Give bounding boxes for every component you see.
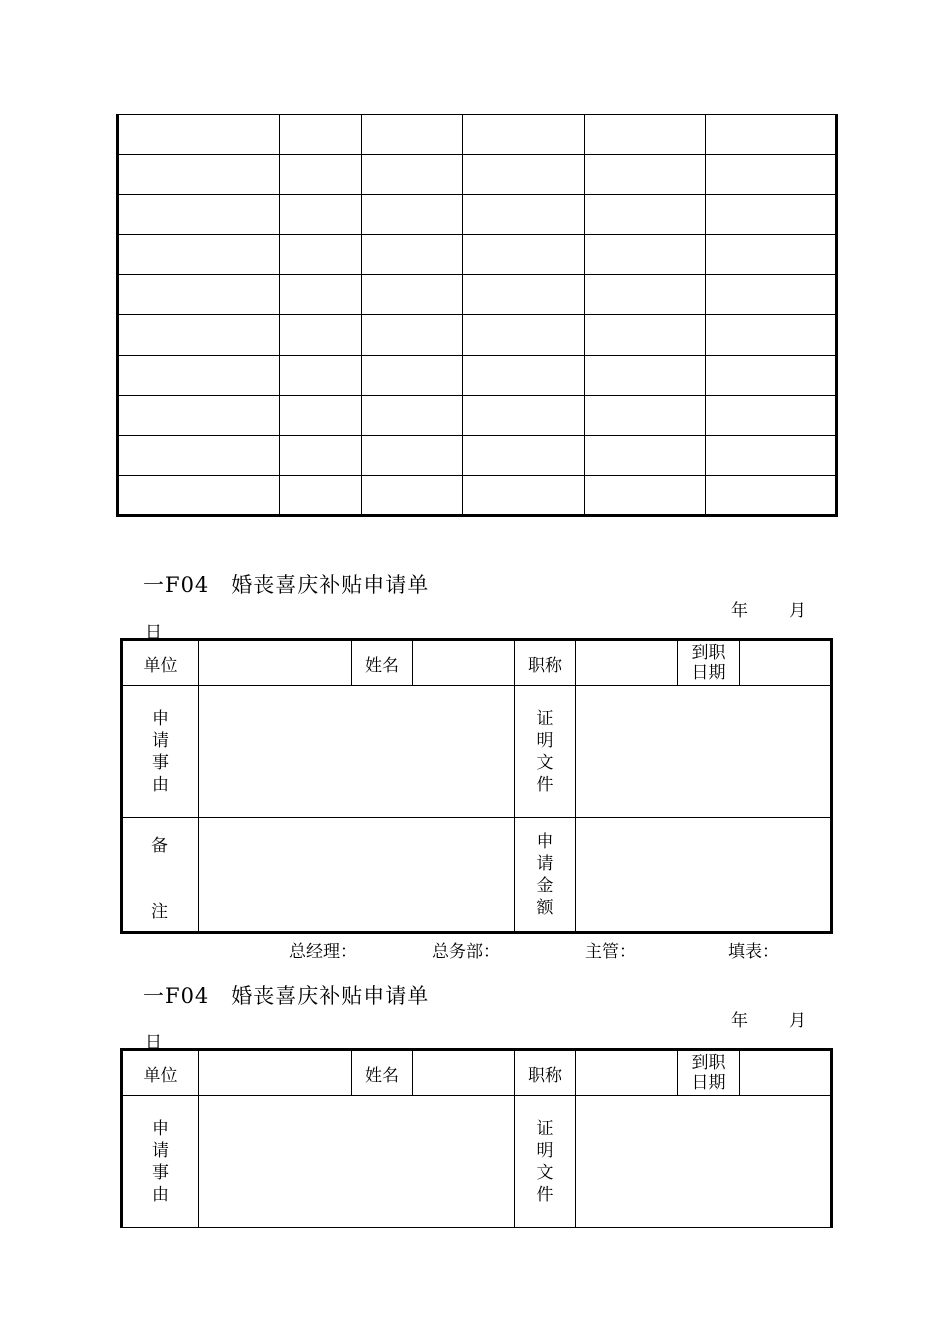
remark-label-1: 备 — [151, 836, 168, 856]
grid-cell[interactable] — [362, 475, 463, 515]
blank-grid-body — [118, 115, 837, 516]
grid-cell[interactable] — [280, 475, 362, 515]
grid-cell[interactable] — [118, 155, 280, 195]
amount-field[interactable] — [576, 818, 832, 933]
grid-row — [118, 315, 837, 355]
title-field[interactable] — [576, 640, 678, 686]
join-date-label-cell — [678, 640, 740, 686]
grid-cell[interactable] — [280, 355, 362, 395]
grid-cell[interactable] — [706, 395, 837, 435]
subsidy-application-form-2 — [120, 1048, 833, 1228]
grid-cell[interactable] — [280, 235, 362, 275]
title-label-2: 职称 — [515, 1050, 576, 1096]
join-date-label: 到职日期 — [691, 643, 726, 683]
grid-row — [118, 355, 837, 395]
title-label: 职称 — [515, 640, 576, 686]
name-field[interactable] — [413, 640, 515, 686]
proof-label-cell — [515, 686, 576, 818]
grid-cell[interactable] — [118, 435, 280, 475]
date-month-2: 月 — [789, 1011, 806, 1031]
grid-cell[interactable] — [362, 435, 463, 475]
grid-cell[interactable] — [280, 155, 362, 195]
grid-cell[interactable] — [706, 155, 837, 195]
grid-cell[interactable] — [463, 355, 585, 395]
grid-cell[interactable] — [585, 355, 706, 395]
form-2-clip — [0, 1048, 950, 1228]
grid-cell[interactable] — [463, 395, 585, 435]
grid-cell[interactable] — [118, 195, 280, 235]
reason-label-cell — [122, 686, 199, 818]
grid-cell[interactable] — [280, 435, 362, 475]
grid-row — [118, 275, 837, 315]
grid-cell[interactable] — [463, 315, 585, 355]
proof-label-2: 证明文件 — [536, 1118, 554, 1205]
amount-cell-2 — [515, 1228, 576, 1229]
grid-cell[interactable] — [280, 315, 362, 355]
grid-cell[interactable] — [118, 115, 280, 155]
grid-cell[interactable] — [706, 275, 837, 315]
grid-cell[interactable] — [362, 235, 463, 275]
grid-cell[interactable] — [118, 475, 280, 515]
subsidy-application-form — [120, 638, 833, 934]
amount-label: 申请金额 — [536, 831, 554, 918]
grid-row — [118, 155, 837, 195]
grid-cell[interactable] — [463, 475, 585, 515]
grid-cell[interactable] — [118, 315, 280, 355]
name-label-2: 姓名 — [352, 1050, 413, 1096]
unit-label-2: 单位 — [122, 1050, 199, 1096]
grid-cell[interactable] — [280, 195, 362, 235]
grid-cell[interactable] — [463, 235, 585, 275]
grid-cell[interactable] — [280, 275, 362, 315]
grid-cell[interactable] — [585, 195, 706, 235]
proof-field-2[interactable] — [576, 1096, 832, 1228]
grid-row — [118, 435, 837, 475]
grid-cell[interactable] — [706, 435, 837, 475]
join-date-field-2[interactable] — [740, 1050, 832, 1096]
grid-row — [118, 395, 837, 435]
proof-label: 证明文件 — [536, 708, 554, 795]
reason-label-2: 申请事由 — [151, 1118, 169, 1205]
sign-general-affairs: 总务部： — [432, 942, 500, 962]
date-day: 日 — [145, 623, 162, 643]
unit-label: 单位 — [122, 640, 199, 686]
amount-label-cell — [515, 818, 576, 933]
grid-cell[interactable] — [585, 155, 706, 195]
grid-cell[interactable] — [463, 115, 585, 155]
grid-cell[interactable] — [706, 475, 837, 515]
grid-cell[interactable] — [118, 235, 280, 275]
reason-field[interactable] — [199, 686, 515, 818]
grid-cell[interactable] — [706, 315, 837, 355]
grid-row — [118, 115, 837, 155]
grid-cell[interactable] — [463, 195, 585, 235]
name-field-2[interactable] — [413, 1050, 515, 1096]
grid-row — [118, 195, 837, 235]
name-label: 姓名 — [352, 640, 413, 686]
grid-cell[interactable] — [362, 155, 463, 195]
amount-field-2[interactable] — [576, 1228, 832, 1229]
grid-cell[interactable] — [585, 235, 706, 275]
unit-field[interactable] — [199, 640, 352, 686]
grid-cell[interactable] — [706, 235, 837, 275]
remark-label-2: 注 — [151, 902, 168, 922]
grid-cell[interactable] — [362, 115, 463, 155]
grid-cell[interactable] — [706, 195, 837, 235]
date-day-2: 日 — [145, 1033, 162, 1053]
grid-cell[interactable] — [706, 355, 837, 395]
form-title: 一F04 婚丧喜庆补贴申请单 — [143, 573, 430, 597]
date-year-2: 年 — [731, 1011, 748, 1031]
remark-cell-2 — [122, 1228, 199, 1229]
grid-row — [118, 475, 837, 515]
title-field-2[interactable] — [576, 1050, 678, 1096]
remark-field-2[interactable] — [199, 1228, 515, 1229]
grid-cell[interactable] — [585, 115, 706, 155]
grid-cell[interactable] — [362, 315, 463, 355]
join-date-field[interactable] — [740, 640, 832, 686]
grid-cell[interactable] — [362, 275, 463, 315]
sign-supervisor: 主管： — [585, 942, 636, 962]
grid-cell[interactable] — [585, 275, 706, 315]
grid-cell[interactable] — [463, 435, 585, 475]
reason-label: 申请事由 — [151, 708, 169, 795]
grid-cell[interactable] — [706, 115, 837, 155]
grid-cell[interactable] — [362, 355, 463, 395]
grid-cell[interactable] — [585, 475, 706, 515]
grid-cell[interactable] — [280, 115, 362, 155]
date-month: 月 — [789, 601, 806, 621]
remark-field[interactable] — [199, 818, 515, 933]
proof-field[interactable] — [576, 686, 832, 818]
sign-general-manager: 总经理： — [289, 942, 357, 962]
proof-label-cell-2 — [515, 1096, 576, 1228]
grid-cell[interactable] — [463, 275, 585, 315]
grid-cell[interactable] — [585, 395, 706, 435]
grid-cell[interactable] — [118, 355, 280, 395]
reason-label-cell-2 — [122, 1096, 199, 1228]
join-date-label-cell-2 — [678, 1050, 740, 1096]
grid-cell[interactable] — [585, 315, 706, 355]
grid-cell[interactable] — [585, 435, 706, 475]
grid-cell[interactable] — [362, 395, 463, 435]
date-year: 年 — [731, 601, 748, 621]
grid-row — [118, 235, 837, 275]
reason-field-2[interactable] — [199, 1096, 515, 1228]
grid-cell[interactable] — [118, 275, 280, 315]
remark-label-cell — [122, 818, 199, 933]
form-title-2: 一F04 婚丧喜庆补贴申请单 — [143, 984, 430, 1008]
blank-grid-table — [116, 114, 838, 517]
grid-cell[interactable] — [362, 195, 463, 235]
unit-field-2[interactable] — [199, 1050, 352, 1096]
grid-cell[interactable] — [463, 155, 585, 195]
join-date-label-2: 到职日期 — [691, 1053, 726, 1093]
grid-cell[interactable] — [280, 395, 362, 435]
sign-filled-by: 填表： — [728, 942, 779, 962]
grid-cell[interactable] — [118, 395, 280, 435]
